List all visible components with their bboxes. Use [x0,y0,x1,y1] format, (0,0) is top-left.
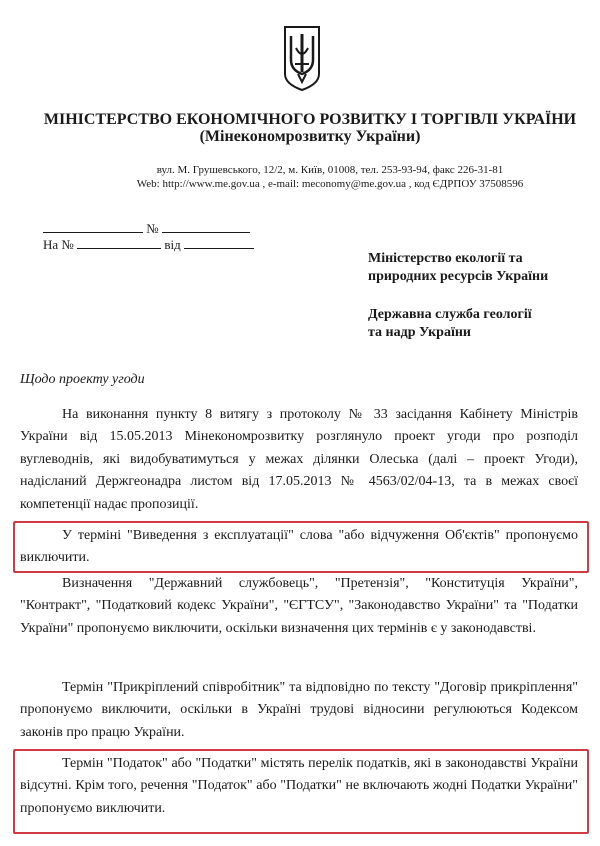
number-blank [162,220,250,233]
addressee-ministry-ecology [368,250,558,286]
ministry-name: МІНІСТЕРСТВО ЕКОНОМІЧНОГО РОЗВИТКУ І ТОРГІВЛІ УКРАЇНИ [43,111,577,128]
ministry-short-name: (Мінекономрозвитку України) [199,128,421,145]
paragraph-decommissioning: У терміні "Виведення з експлуатації" слова "або відчуження Об'єктів" пропонуємо виключити. [20,528,578,566]
reference-date-blank [184,236,254,249]
addressee-geology-service [368,306,558,342]
reference-number-blank [77,236,161,249]
addressee-line: природних ресурсів України [368,269,549,284]
number-sign: № [146,221,159,236]
letter-subject: Щодо проекту угоди [20,372,145,387]
addressee-line: Міністерство екології та [368,251,523,266]
incoming-reference-line [43,236,254,253]
paragraph-intro: На виконання пункту 8 витягу з протоколу № 33 засідання Кабінету Міністрів України від 15.05.2013 Мінекономрозвитку розглянуло проект угоди про розподіл вуглеводнів, які видобуватимуться у межах ділянки Олеська (далі – проект Угоди), надісланий Держгеонадра листом від 17.05.2013 № 4563/02/04-13, та в межах своєї компетенції надає пропозиції. [20,407,578,512]
paragraph-attached-employee: Термін "Прикріплений співробітник" та відповідно по тексту "Договір прикріплення" пропонуємо виключити, оскільки в Україні трудові відносини регулюються Кодексом законів про працю України. [20,680,578,740]
reference-date-label: від [164,237,181,252]
ministry-address: вул. М. Грушевського, 12/2, м. Київ, 01008, тел. 253-93-94, факс 226-31-81 [156,164,504,176]
ministry-contacts: Web: http://www.me.gov.ua , e-mail: meconomy@me.gov.ua , код ЄДРПОУ 37508596 [136,178,524,190]
reference-number-label: На № [43,237,74,252]
paragraph-definitions: Визначення "Державний службовець", "Претензія", "Конституція України", "Контракт", "Податковий кодекс України", "ЄГТСУ", "Законодавство України" та "Податки України" пропонуємо виключити, оскільки визначення цих термінів є у законодавстві. [20,576,578,636]
paragraph-taxes: Термін "Податок" або "Податки" містять перелік податків, які в законодавстві України відсутні. Крім того, речення "Податок" або "Податки" не включають жодні Податки України" пропонуємо виключити. [20,756,578,816]
coat-of-arms-trident-icon [282,24,322,92]
addressee-line: Державна служба геології [368,307,532,322]
date-blank [43,220,143,233]
outgoing-number-line [43,220,250,237]
addressee-line: та надр України [368,325,471,340]
